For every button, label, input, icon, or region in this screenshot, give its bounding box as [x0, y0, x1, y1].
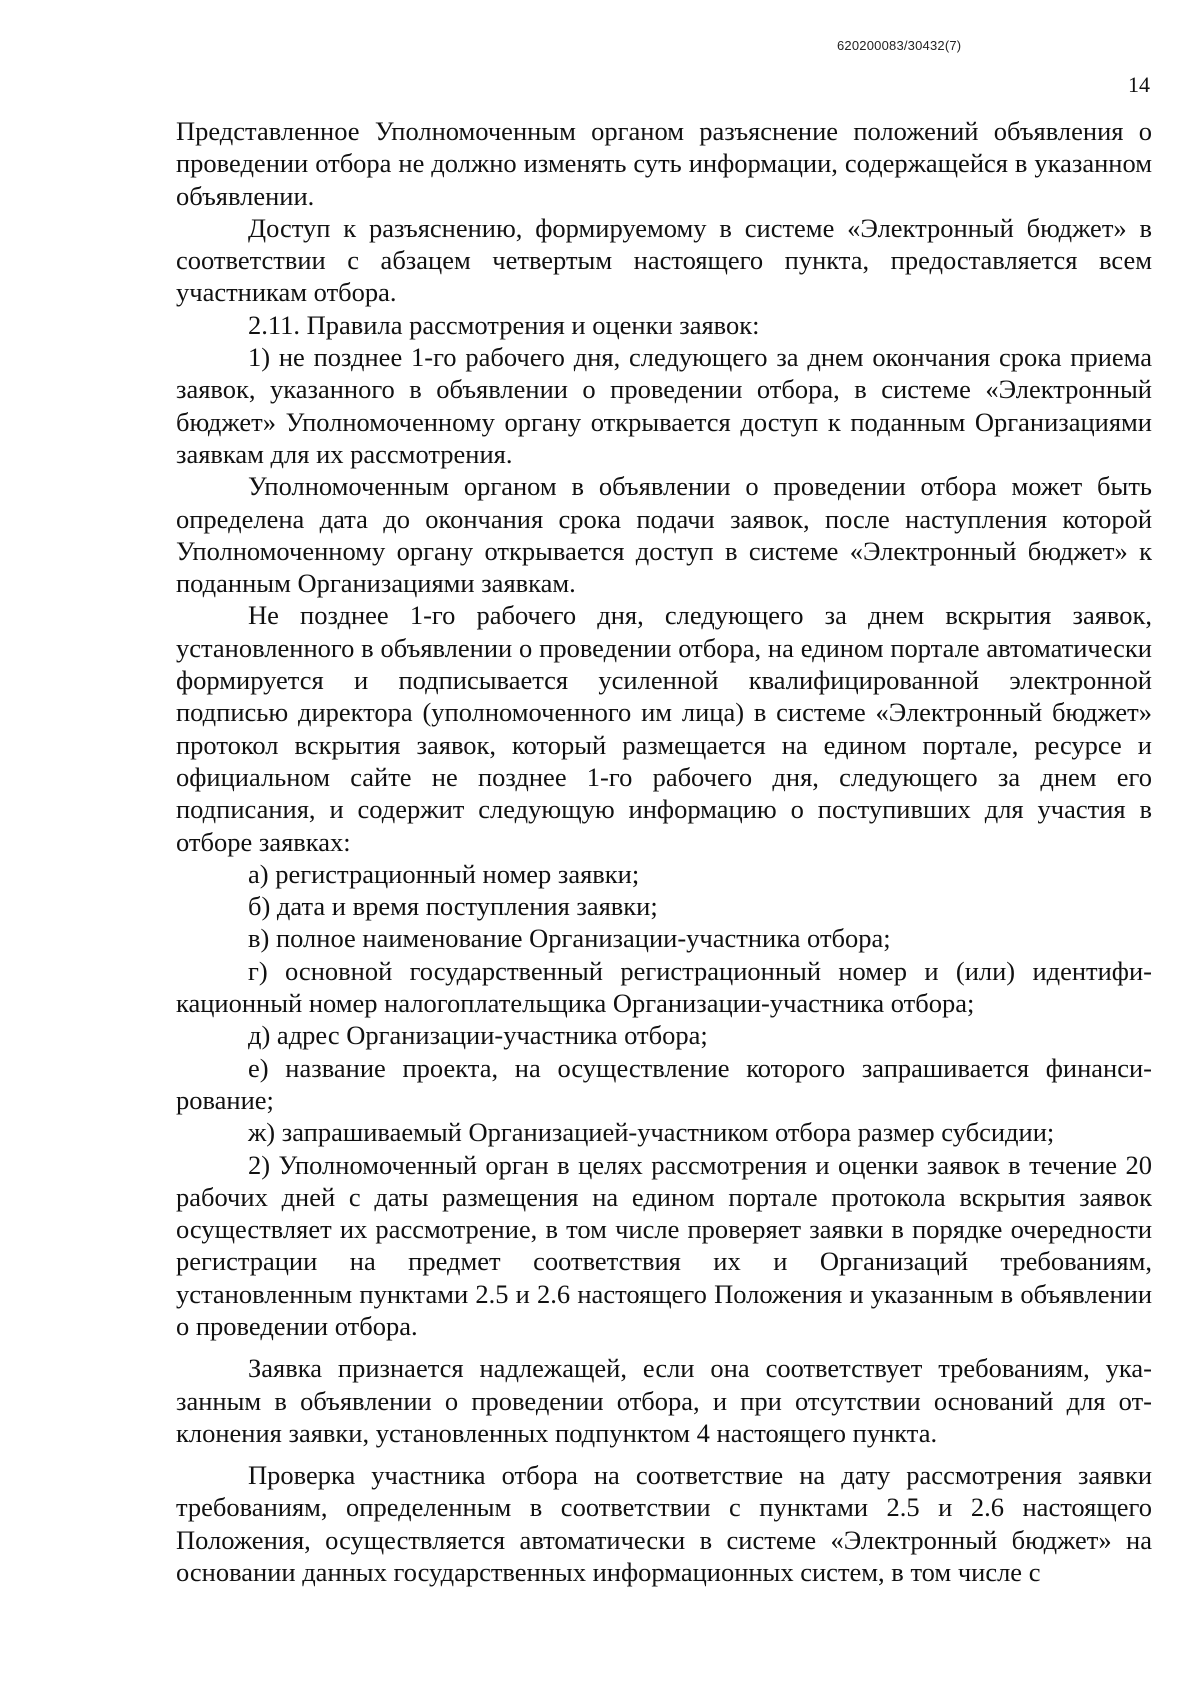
paragraph-opening-protocol: Не позднее 1-го рабочего дня, следующего за днем вскрытия заявок, установленного в объявлении о проведении отбора, на едином портале автоматически формируется и подписывается усиленной квалифицированной электронной подписью директора (уполномоченного им лица) в системе «Электронный бюджет» протокол вскрытия заявок, который размещается на едином портале, ресурсе и официальном сайте не позднее 1-го рабочего дня, следующего за днем его подписания, и содержит следующую информацию о поступивших для участия в отборе заявках:: [176, 600, 1152, 857]
paragraph-application-proper: Заявка признается надлежащей, если она соответствует требованиям, указанным в объявлении о проведении отбора, и при отсутствии оснований для отклонения заявки, установленных подпунктом 4 настоящего пункта.: [176, 1353, 1152, 1448]
paragraph-clarification-content: Представленное Уполномоченным органом разъяснение положений объявления о проведении отбора не должно изменять суть информации, содержащейся в указанном объявлении.: [176, 116, 1152, 211]
list-item-g: г) основной государственный регистрационный номер и (или) идентификационный номер налогоплательщика Организации-участника отбора;: [176, 955, 1152, 1019]
paragraph-clarification-access: Доступ к разъяснению, формируемому в системе «Электронный бюджет» в соответствии с абзацем четвертым настоящего пункта, предоставляется всем участникам отбора.: [176, 212, 1152, 308]
paragraph-access-date: Уполномоченным органом в объявлении о проведении отбора может быть определена дата до окончания срока подачи заявок, после наступления которой Уполномоченному органу открывается доступ в системе «Электронный бюджет» к поданным Организациями заявкам.: [176, 471, 1152, 599]
list-item-a: а) регистрационный номер заявки;: [248, 858, 640, 889]
paragraph-section-heading: 2.11. Правила рассмотрения и оценки заявок:: [248, 309, 760, 340]
paragraph-participant-check: Проверка участника отбора на соответствие на дату рассмотрения заявки требованиям, определенным в соответствии с пунктами 2.5 и 2.6 настоящего Положения, осуществляется автоматически в системе «Электронный бюджет» на основании данных государственных информационных систем, в том числе с: [176, 1460, 1152, 1588]
list-item-e: е) название проекта, на осуществление которого запрашивается финансирование;: [176, 1052, 1152, 1115]
list-item-b: б) дата и время поступления заявки;: [248, 891, 658, 922]
paragraph-item-2: 2) Уполномоченный орган в целях рассмотрения и оценки заявок в течение 20 рабочих дней с даты размещения на едином портале протокола вскрытия заявок осуществляет их рассмотрение, в том числе проверяет заявки в порядке очередности регистрации на предмет соответствия их и Организаций требованиям, установленным пунктами 2.5 и 2.6 настоящего Положения и указанным в объявлении о проведении отбора.: [176, 1149, 1152, 1341]
list-item-zh: ж) запрашиваемый Организацией-участником отбора размер субсидии;: [248, 1117, 1055, 1148]
list-item-v: в) полное наименование Организации-участника отбора;: [248, 923, 891, 954]
paragraph-item-1: 1) не позднее 1-го рабочего дня, следующего за днем окончания срока приема заявок, указанного в объявлении о проведении отбора, в системе «Электронный бюджет» Уполномоченному органу открывается доступ к поданным Организациями заявкам для их рассмотрения.: [176, 342, 1152, 469]
document-body: [176, 115, 1152, 1588]
document-id: 620200083/30432(7): [837, 38, 962, 53]
list-item-d: д) адрес Организации-участника отбора;: [248, 1020, 708, 1051]
page-number: 14: [1128, 72, 1150, 97]
